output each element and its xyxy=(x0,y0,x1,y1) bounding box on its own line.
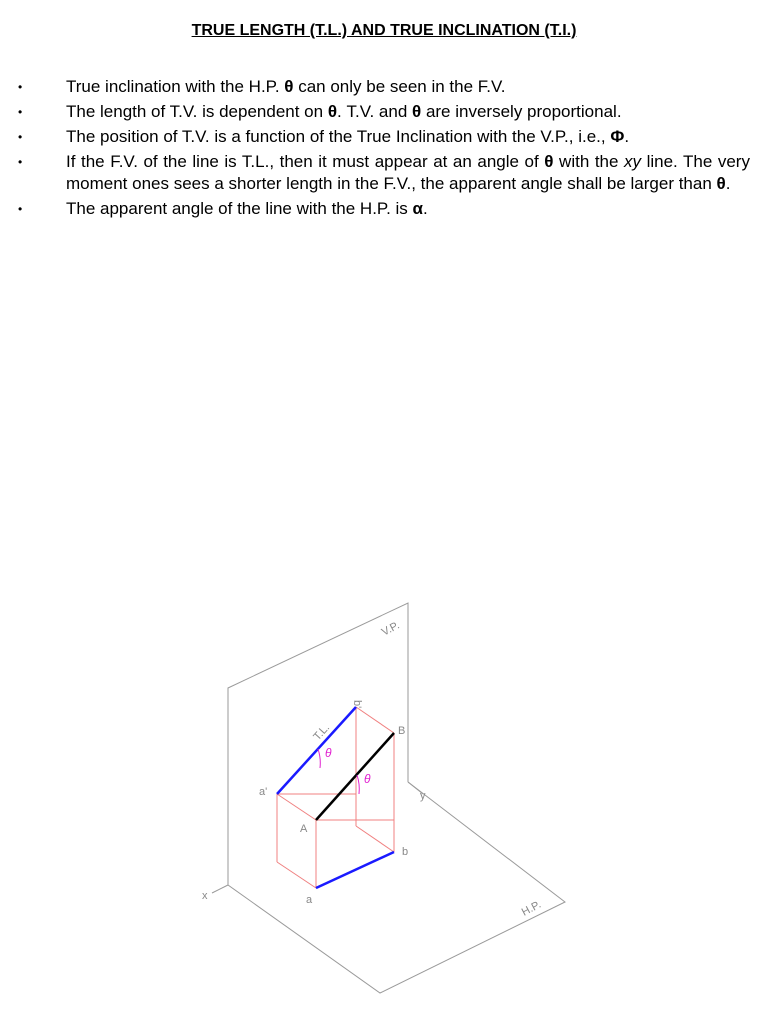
y-label: y xyxy=(420,790,426,802)
theta-symbol: θ xyxy=(544,152,554,171)
bullet-text: line. The very moment ones sees a shorter length in the F.V., the apparent angle shall be larger than xyxy=(66,152,750,193)
theta-label-true-line: θ xyxy=(364,772,371,786)
bullet-text: . xyxy=(725,174,731,193)
bullet-marker: • xyxy=(18,130,23,144)
a-prime-label: a' xyxy=(259,786,268,798)
xy-line-term: xy xyxy=(624,152,642,171)
b-prime-label: b' xyxy=(351,700,363,709)
top-view-line xyxy=(316,852,394,888)
vp-label: V.P. xyxy=(379,619,402,639)
theta-symbol: θ xyxy=(284,77,294,96)
theta-symbol: θ xyxy=(716,174,726,193)
theta-label-front-view: θ xyxy=(325,746,332,760)
bullet-marker: • xyxy=(18,202,23,216)
bullet-text: The length of T.V. is dependent on xyxy=(66,102,328,121)
bullet-text: can only be seen in the F.V. xyxy=(293,77,506,96)
front-view-line xyxy=(277,707,356,794)
theta-symbol: θ xyxy=(327,102,338,121)
bullet-text: . T.V. and xyxy=(337,102,413,121)
bullet-text: with the xyxy=(553,152,625,171)
alpha-symbol: α xyxy=(412,199,423,218)
bullet-marker: • xyxy=(18,155,23,169)
bullet-text: . xyxy=(422,199,428,218)
theta-arc-front-view xyxy=(318,749,320,768)
phi-symbol: Φ xyxy=(610,127,625,146)
bullet-marker: • xyxy=(18,105,23,119)
true-length-label: T.L. xyxy=(311,721,333,744)
bullet-text: . xyxy=(624,127,630,146)
theta-arc-true-line xyxy=(357,775,359,794)
xy-reference-line xyxy=(212,885,228,893)
bullet-text: If the F.V. of the line is T.L., then it must appear at an angle of xyxy=(66,152,545,171)
point-b-label: B xyxy=(398,725,406,737)
bullet-text: The apparent angle of the line with the H.P. is xyxy=(66,199,413,218)
theta-symbol: θ xyxy=(412,102,422,121)
b-lower-label: b xyxy=(402,846,409,858)
bullet-text: The position of T.V. is a function of the True Inclination with the V.P., i.e., xyxy=(66,127,611,146)
page-title: TRUE LENGTH (T.L.) AND TRUE INCLINATION (T.I.) xyxy=(191,22,577,39)
a-lower-label: a xyxy=(306,894,313,906)
x-label: x xyxy=(202,890,208,902)
hp-label: H.P. xyxy=(519,898,544,919)
bullet-text: True inclination with the H.P. xyxy=(66,77,285,96)
bullet-text: are inversely proportional. xyxy=(421,102,622,121)
hp-plane-outline xyxy=(228,782,565,993)
point-a-label: A xyxy=(300,823,308,835)
bullet-marker: • xyxy=(18,80,23,94)
